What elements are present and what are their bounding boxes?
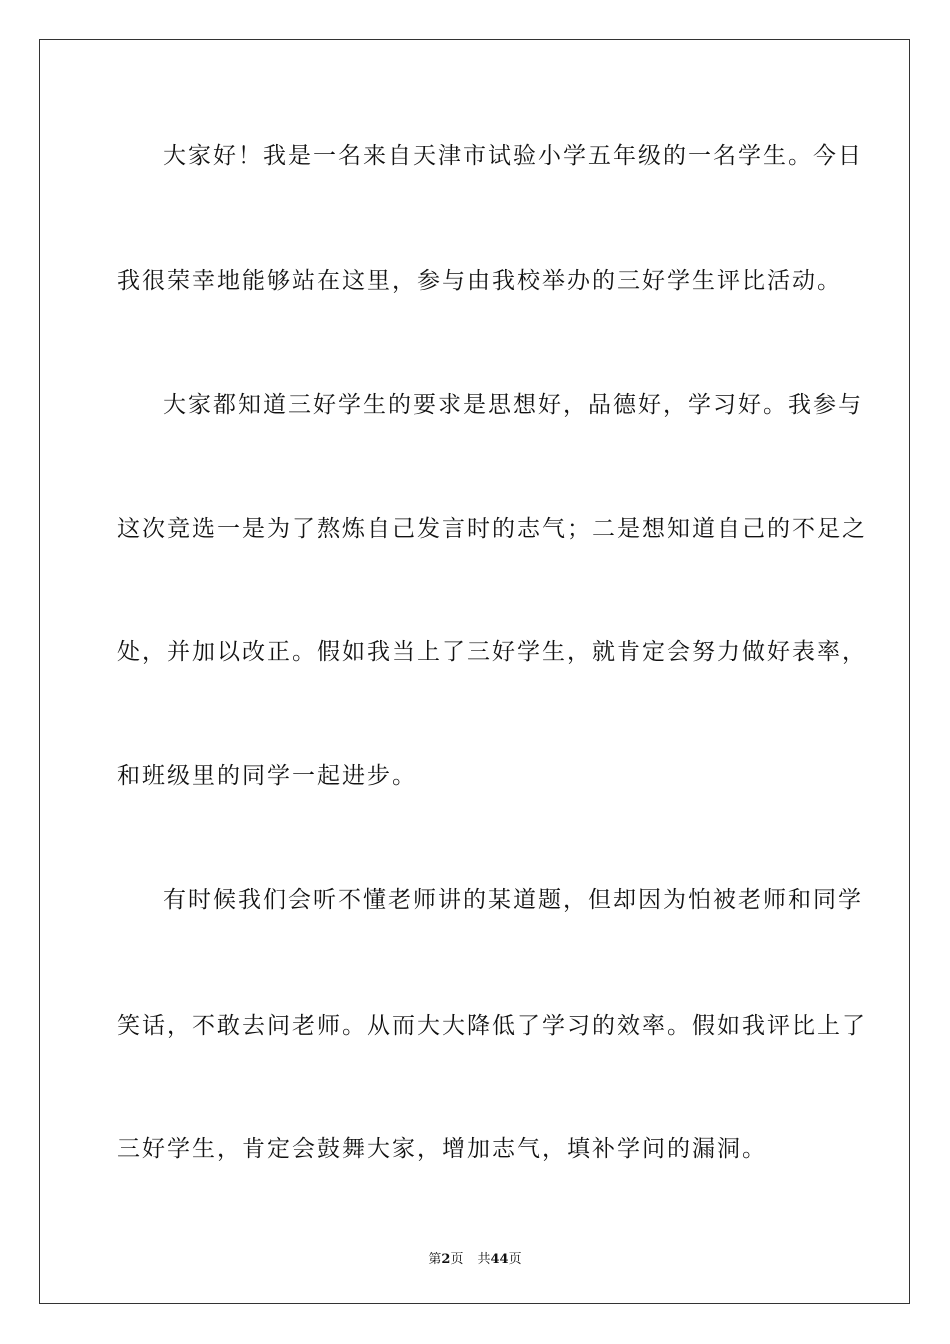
paragraph-2-line-1: 大家都知道三好学生的要求是思想好，品德好，学习好。我参与 bbox=[163, 392, 863, 418]
total-pages: 44 bbox=[490, 1252, 509, 1267]
total-prefix: 共 bbox=[477, 1252, 491, 1267]
paragraph-1-line-2: 我很荣幸地能够站在这里，参与由我校举办的三好学生评比活动。 bbox=[117, 268, 842, 294]
page-border bbox=[39, 39, 910, 1304]
paragraph-3-line-3: 三好学生，肯定会鼓舞大家，增加志气，填补学问的漏洞。 bbox=[117, 1136, 767, 1162]
page-suffix: 页 bbox=[450, 1252, 464, 1267]
paragraph-3-line-2: 笑话，不敢去问老师。从而大大降低了学习的效率。假如我评比上了 bbox=[117, 1013, 867, 1039]
paragraph-2-line-2: 这次竞选一是为了熬炼自己发言时的志气；二是想知道自己的不足之 bbox=[117, 516, 867, 542]
paragraph-2-line-3: 处，并加以改正。假如我当上了三好学生，就肯定会努力做好表率， bbox=[117, 639, 867, 665]
total-suffix: 页 bbox=[508, 1252, 522, 1267]
page-footer bbox=[0, 1248, 950, 1267]
paragraph-2-line-4: 和班级里的同学一起进步。 bbox=[117, 763, 417, 789]
paragraph-3-line-1: 有时候我们会听不懂老师讲的某道题，但却因为怕被老师和同学 bbox=[163, 887, 863, 913]
page-prefix: 第 bbox=[428, 1252, 442, 1267]
paragraph-1-line-1: 大家好！我是一名来自天津市试验小学五年级的一名学生。今日 bbox=[163, 143, 863, 169]
page-number: 2 bbox=[441, 1252, 451, 1267]
